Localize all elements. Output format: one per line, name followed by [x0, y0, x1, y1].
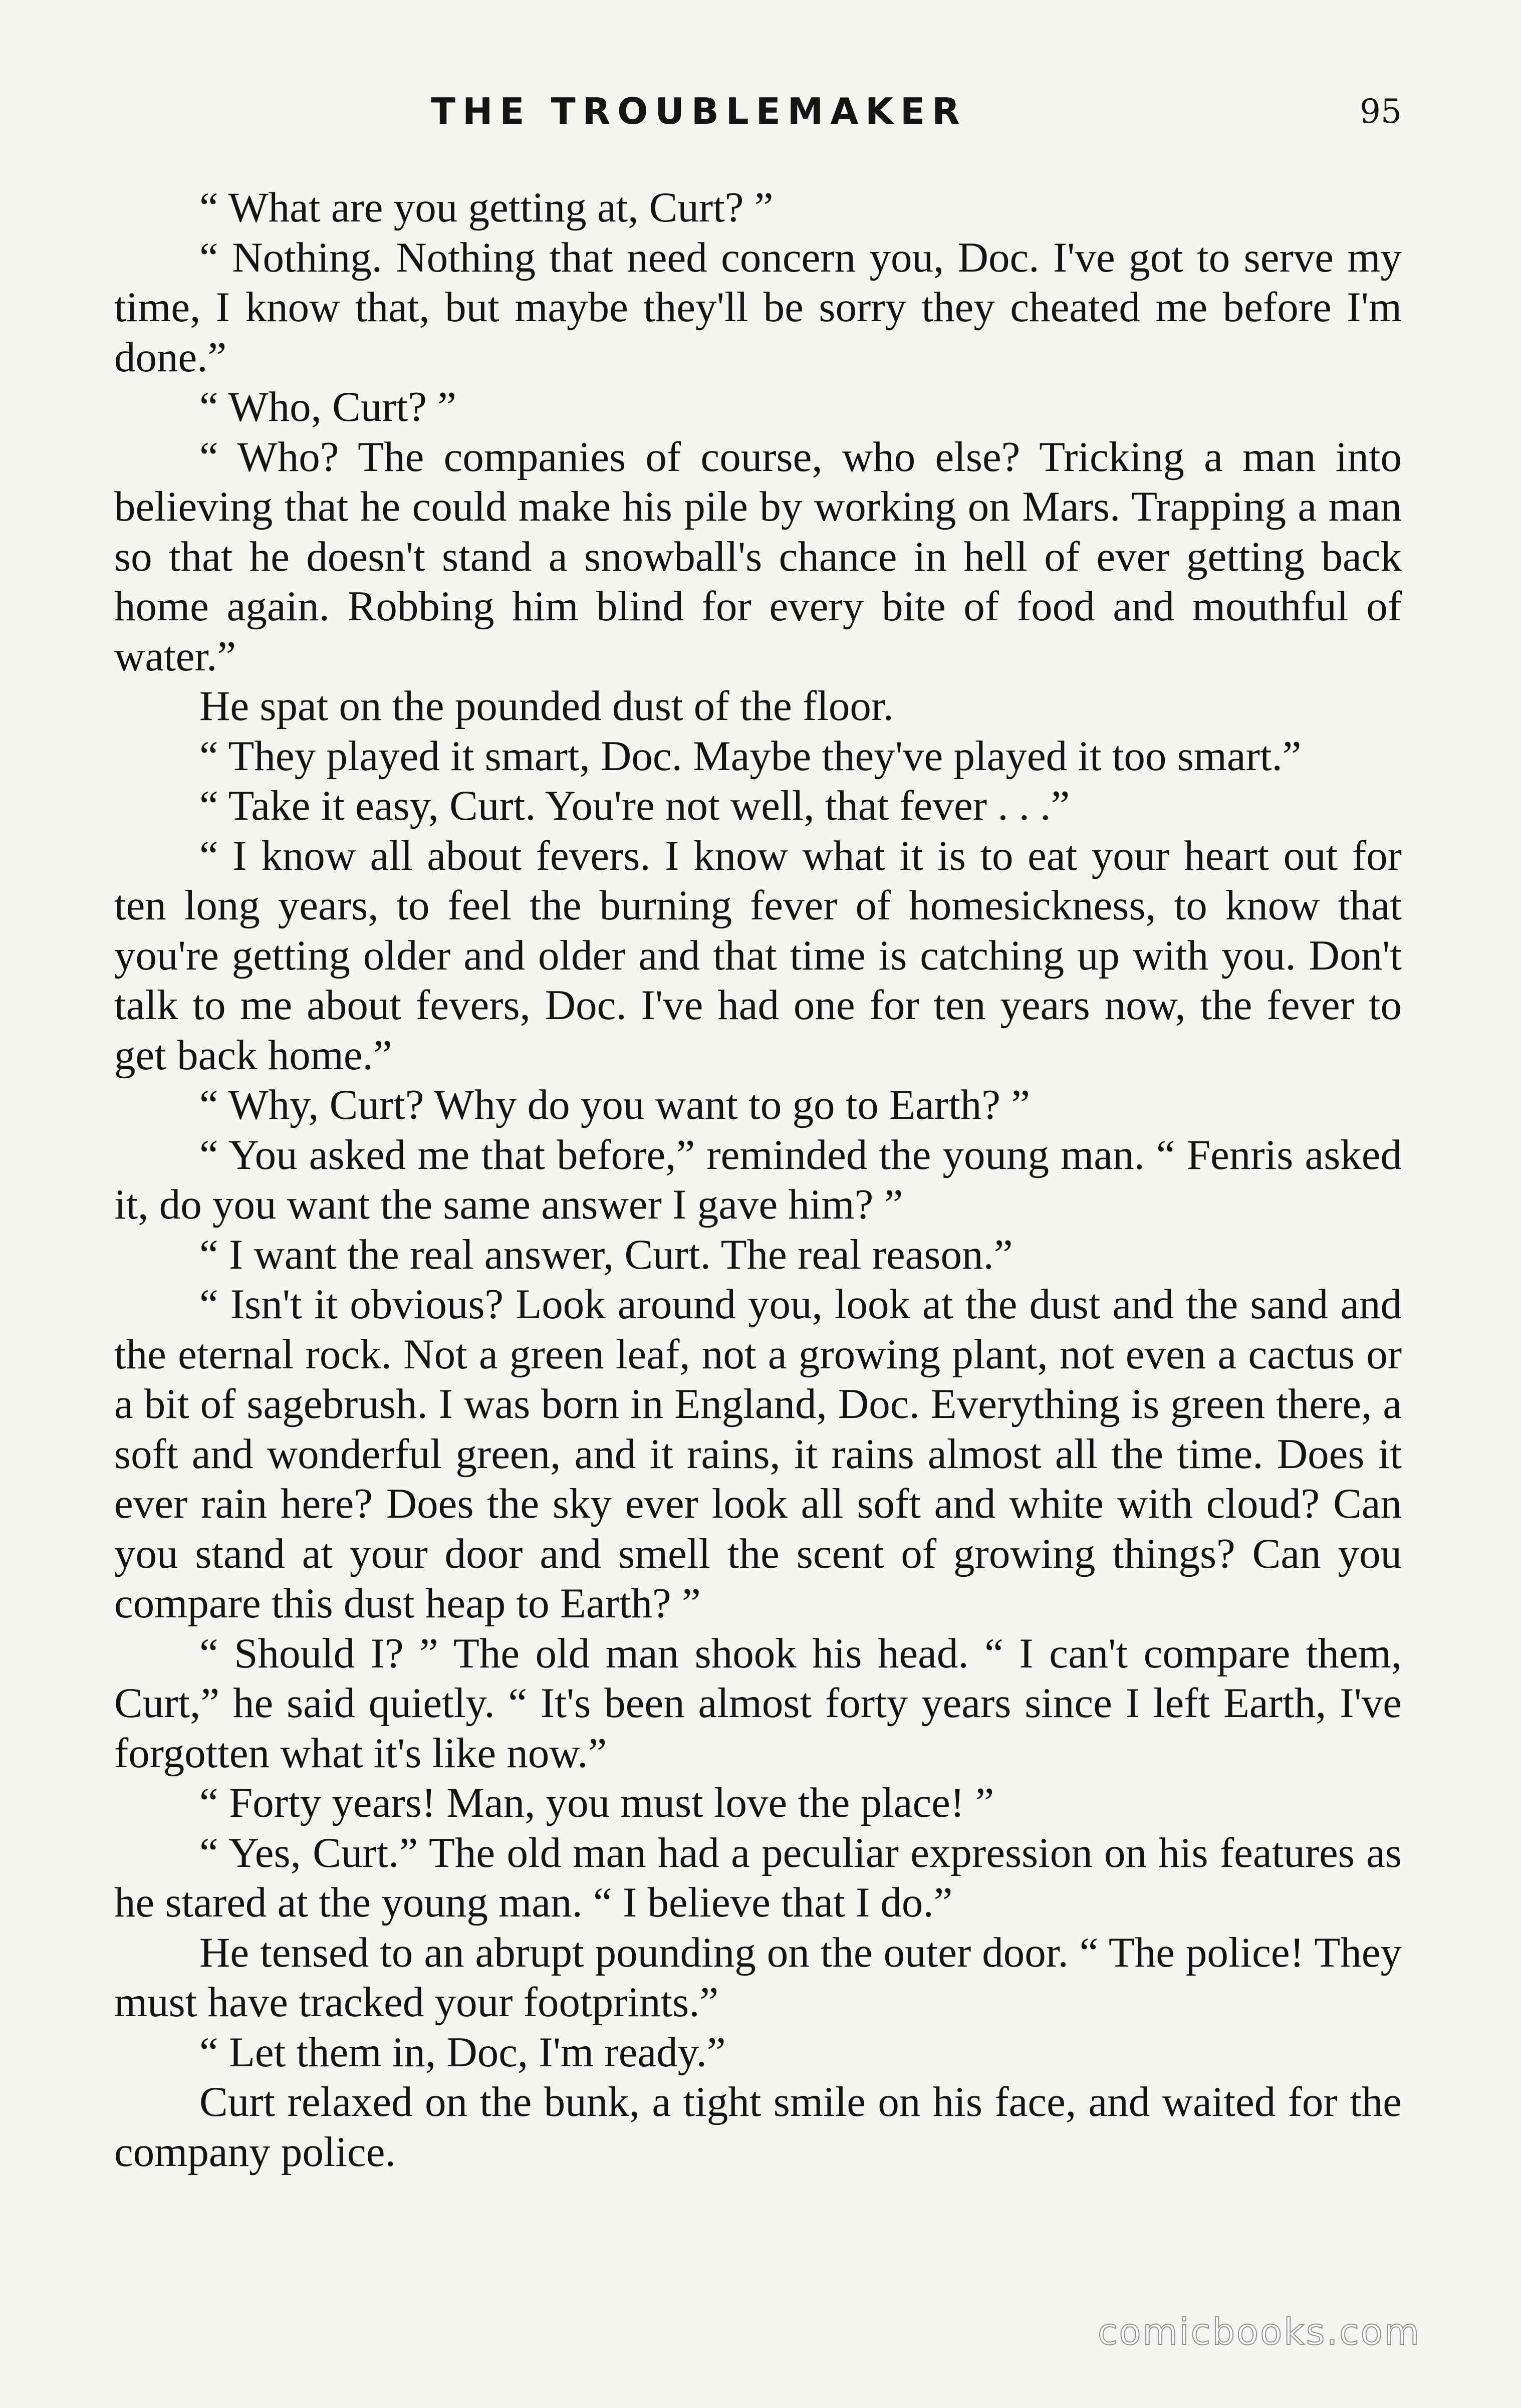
paragraph: He tensed to an abrupt pounding on the outer door. “ The police! They must have tracked your footprints.” [114, 1929, 1402, 2026]
running-head [0, 90, 1521, 135]
paragraph: “ They played it smart, Doc. Maybe they've played it too smart.” [199, 732, 1302, 780]
watermark: comicbooks.com [1097, 2311, 1421, 2353]
paragraph: “ Yes, Curt.” The old man had a peculiar expression on his features as he stared at the young man. “ I believe that I do.” [114, 1829, 1402, 1926]
paragraph: “ What are you getting at, Curt? ” [199, 184, 774, 231]
paragraph: “ Let them in, Doc, I'm ready.” [199, 2028, 726, 2076]
body-text [114, 183, 1402, 2177]
paragraph: “ I want the real answer, Curt. The real reason.” [199, 1231, 1013, 1278]
running-title: THE TROUBLEMAKER [431, 90, 967, 132]
paragraph: “ Why, Curt? Why do you want to go to Earth? ” [199, 1081, 1030, 1128]
paragraph: “ Nothing. Nothing that need concern you, Doc. I've got to serve my time, I know that, but maybe they'll be sorry they cheated me before I'm done.” [114, 233, 1402, 381]
paragraph: Curt relaxed on the bunk, a tight smile on his face, and waited for the company police. [114, 2078, 1402, 2176]
paragraph: “ Who? The companies of course, who else? Tricking a man into believing that he could make his pile by working on Mars. Trapping a man so that he doesn't stand a snowball's chance in hell of ever getting back home again. Robbing him blind for every bite of food and mouthful of water.” [114, 433, 1402, 680]
paragraph: “ Should I? ” The old man shook his head. “ I can't compare them, Curt,” he said quietly. “ It's been almost forty years since I left Earth, I've forgotten what it's like now.” [114, 1629, 1402, 1777]
paragraph: “ Take it easy, Curt. You're not well, that fever . . .” [199, 782, 1070, 829]
paragraph: “ Forty years! Man, you must love the place! ” [199, 1779, 994, 1826]
paragraph: He spat on the pounded dust of the floor. [199, 682, 894, 730]
paragraph: “ You asked me that before,” reminded the young man. “ Fenris asked it, do you want the same answer I gave him? ” [114, 1131, 1402, 1228]
paragraph: “ Who, Curt? ” [199, 383, 456, 430]
page-number: 95 [1360, 92, 1402, 131]
paragraph: “ I know all about fevers. I know what it is to eat your heart out for ten long years, to feel the burning fever of homesickness, to know that you're getting older and older and that time is catching up with you. Don't talk to me about fevers, Doc. I've had one for ten years now, the fever to get back home.” [114, 832, 1402, 1079]
paragraph: “ Isn't it obvious? Look around you, look at the dust and the sand and the eternal rock. Not a green leaf, not a growing plant, not even a cactus or a bit of sagebrush. I was born in England, Doc. Everything is green there, a soft and wonderful green, and it rains, it rains almost all the time. Does it ever rain here? Does the sky ever look all soft and white with cloud? Can you stand at your door and smell the scent of growing things? Can you compare this dust heap to Earth? ” [114, 1281, 1402, 1627]
